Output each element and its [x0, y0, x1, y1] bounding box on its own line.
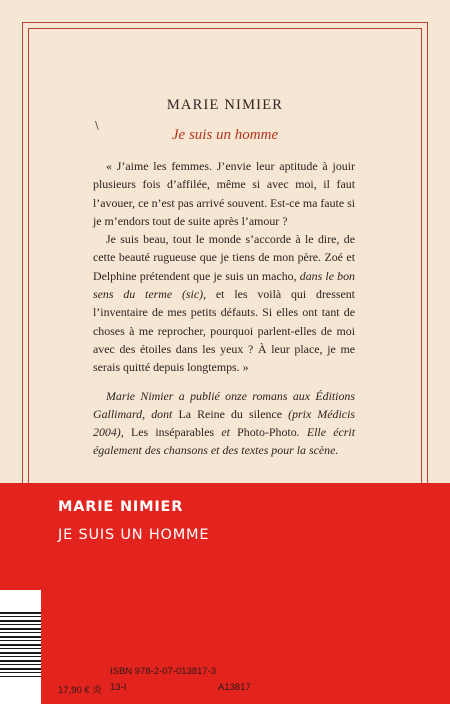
blurb-p2-part2: , et les voilà qui dressent l’inventaire de mes petits défauts. Si elles ont tant de choses à me reprocher, pourquoi parlent-elles de moi avec des étoiles dans les yeux ? À leur place, je me serais quitté depuis longtemps. »	[93, 287, 355, 375]
bio-part3: et	[214, 425, 238, 440]
blurb-p2-part1: Je suis beau, tout le monde s’accorde à le dire, de cette beauté rugueuse que je tiens de mon père. Zoé et Delphine prétendent que je suis un macho,	[93, 232, 355, 283]
blurb-p2-italic: dans le bon sens du terme (sic)	[93, 268, 356, 302]
stray-mark: \	[95, 119, 99, 132]
author-name: MARIE NIMIER	[166, 97, 284, 113]
blurb-paragraph-1: « J’aime les femmes. J’envie leur aptitude à jouir plusieurs fois d’affilée, même si avec moi, il faut l’avouer, ce n’est pas arrivé souvent. Est-ce ma faute si je m’endors tout de suite après l’amour ?	[93, 159, 355, 228]
blurb-text	[93, 157, 355, 460]
bio-part1: Marie Nimier a publié onze romans aux Éditions Gallimard, dont	[93, 388, 355, 421]
bio-book-2: Les inséparables	[130, 425, 215, 440]
band-author-name: MARIE NIMIER	[58, 499, 184, 515]
bio-book-1: La Reine du silence	[178, 406, 283, 421]
blurb-paragraph-2	[93, 230, 355, 376]
barcode-icon	[0, 612, 41, 677]
band-book-title: JE SUIS UN HOMME	[58, 527, 210, 543]
author-bio	[93, 387, 355, 460]
code-2: A13817	[218, 682, 251, 693]
bio-part4: . Elle écrit également des chansons et des textes pour la scène.	[93, 425, 356, 458]
price-text: 17,90 € 炎	[58, 685, 102, 696]
bio-book-3: Photo-Photo	[237, 425, 297, 440]
isbn-text: ISBN 978-2-07-013817-3	[110, 666, 217, 677]
bio-part2: (prix Médicis 2004),	[93, 406, 356, 440]
code-1: 13-I	[110, 682, 127, 693]
book-title: Je suis un homme	[171, 127, 279, 143]
red-band	[0, 483, 450, 704]
